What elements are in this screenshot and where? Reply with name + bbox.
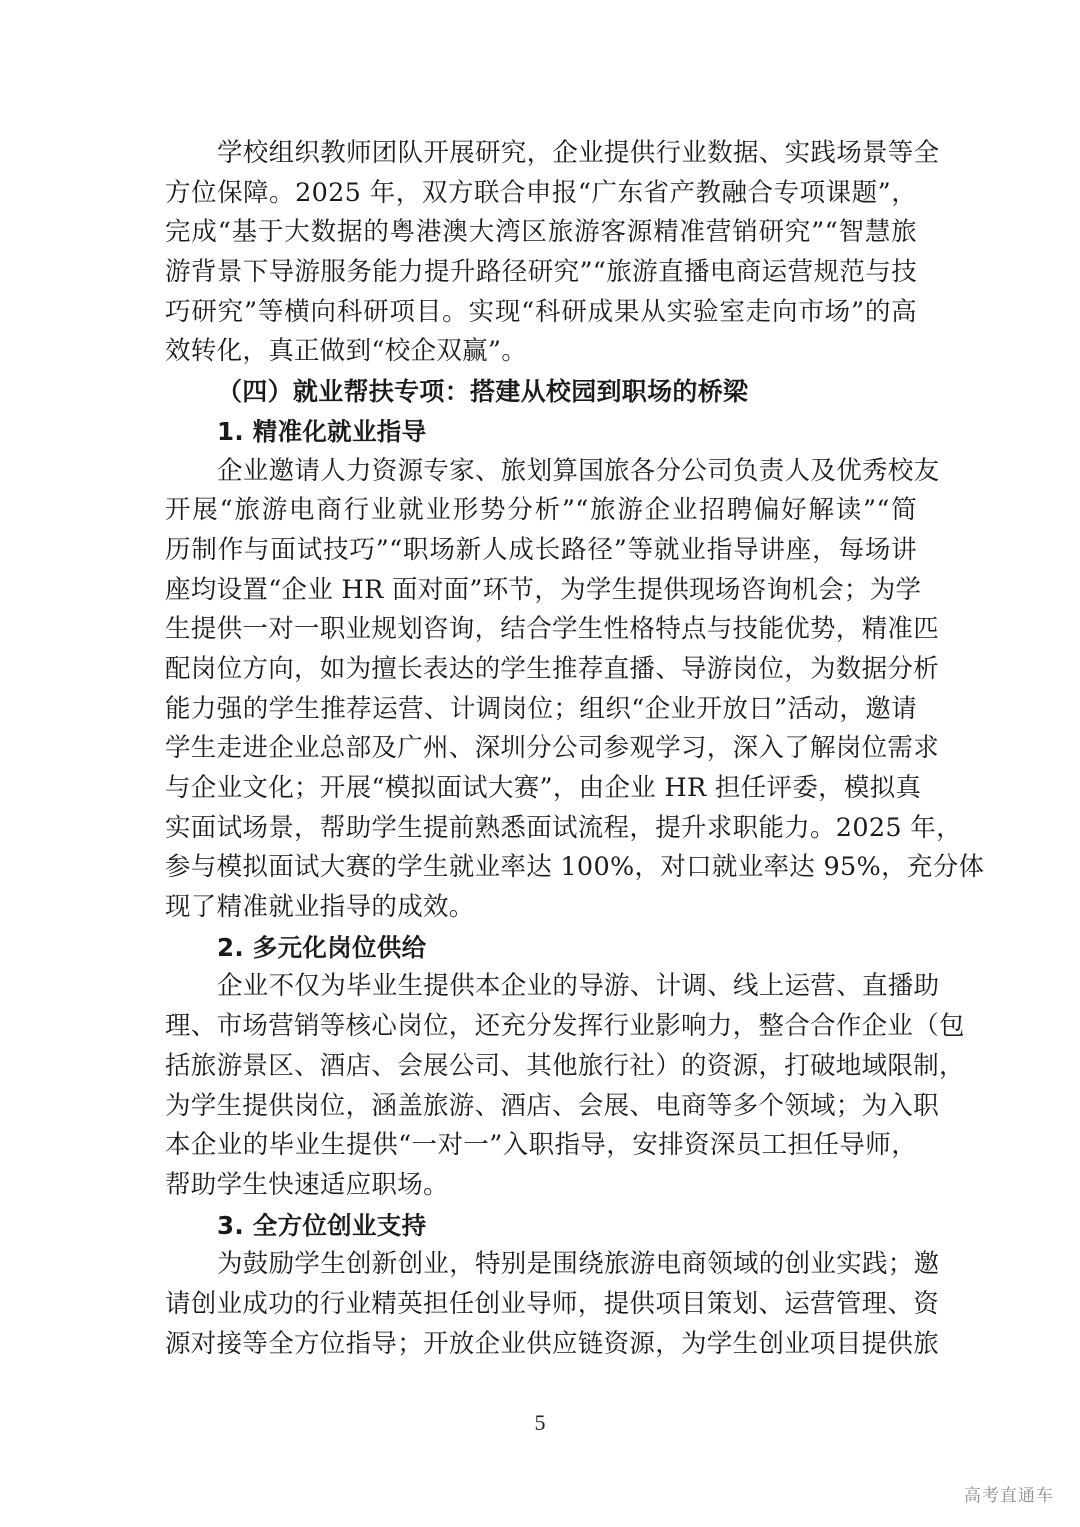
text-line: 请创业成功的行业精英担任创业导师，提供项目策划、运营管理、资 [165,1288,940,1319]
subsection-heading: 1. 精准化就业指导 [217,416,427,446]
text-line: 生提供一对一职业规划咨询，结合学生性格特点与技能优势，精准匹 [165,614,940,645]
text-line: 源对接等全方位指导；开放企业供应链资源，为学生创业项目提供旅 [165,1328,940,1359]
paragraph-research [165,134,940,372]
text-line: 开展“旅游电商行业就业形势分析”“旅游企业招聘偏好解读”“简 [165,495,917,526]
document-page [165,134,985,1364]
text-line: 本企业的毕业生提供“一对一”入职指导，安排资深员工担任导师， [165,1130,917,1161]
text-line: 座均设置“企业 HR 面对面”环节，为学生提供现场咨询机会；为学 [165,574,922,605]
text-line: 游背景下导游服务能力提升路径研究”“旅游直播电商运营规范与技 [165,257,917,288]
subsection-heading: 2. 多元化岗位供给 [217,932,427,962]
text-line: 为学生提供岗位，涵盖旅游、酒店、会展、电商等多个领域；为入职 [165,1090,940,1121]
text-line: 与企业文化；开展“模拟面试大赛”，由企业 HR 担任评委，模拟真 [165,773,922,803]
text-line: 括旅游景区、酒店、会展公司、其他旅行社）的资源，打破地域限制， [165,1050,965,1081]
text-line: 历制作与面试技巧”“职场新人成长路径”等就业指导讲座，每场讲 [165,534,917,565]
watermark-text: 高考直通车 [964,1486,1054,1506]
text-line: 方位保障。2025 年，双方联合申报“广东省产教融合专项课题”， [165,177,917,208]
text-line: 能力强的学生推荐运营、计调岗位；组织“企业开放日”活动，邀请 [165,693,917,724]
text-line: 帮助学生快速适应职场。 [165,1169,449,1200]
text-line: 为鼓励学生创新创业，特别是围绕旅游电商领域的创业实践；邀 [217,1249,940,1280]
text-line: 学生走进企业总部及广州、深圳分公司参观学习，深入了解岗位需求 [165,733,940,764]
text-line: 参与模拟面试大赛的学生就业率达 100%，对口就业率达 95%，充分体 [165,852,985,883]
page-number: 5 [534,1410,546,1435]
text-line: 效转化，真正做到“校企双赢”。 [165,336,528,367]
text-line: 完成“基于大数据的粤港澳大湾区旅游客源精准营销研究”“智慧旅 [165,217,917,248]
text-line: 理、市场营销等核心岗位，还充分发挥行业影响力，整合合作企业（包 [165,1011,965,1042]
subsection-employment-guidance [165,412,985,928]
text-line: 巧研究”等横向科研项目。实现“科研成果从实验室走向市场”的高 [165,296,917,327]
subsection-entrepreneurship-support [165,1206,940,1365]
text-line: 现了精准就业指导的成效。 [165,892,475,923]
text-line: 企业邀请人力资源专家、旅划算国旅各分公司负责人及优秀校友 [217,455,940,486]
text-line: 企业不仅为毕业生提供本企业的导游、计调、线上运营、直播助 [217,971,940,1002]
text-line: 配岗位方向，如为擅长表达的学生推荐直播、导游岗位，为数据分析 [165,653,940,684]
section-heading: （四）就业帮扶专项：搭建从校园到职场的桥梁 [217,377,749,407]
subsection-heading: 3. 全方位创业支持 [217,1210,427,1240]
text-line: 实面试场景，帮助学生提前熟悉面试流程，提升求职能力。2025 年， [165,812,962,843]
text-line: 学校组织教师团队开展研究，企业提供行业数据、实践场景等全 [217,138,940,168]
subsection-job-supply [165,928,965,1206]
